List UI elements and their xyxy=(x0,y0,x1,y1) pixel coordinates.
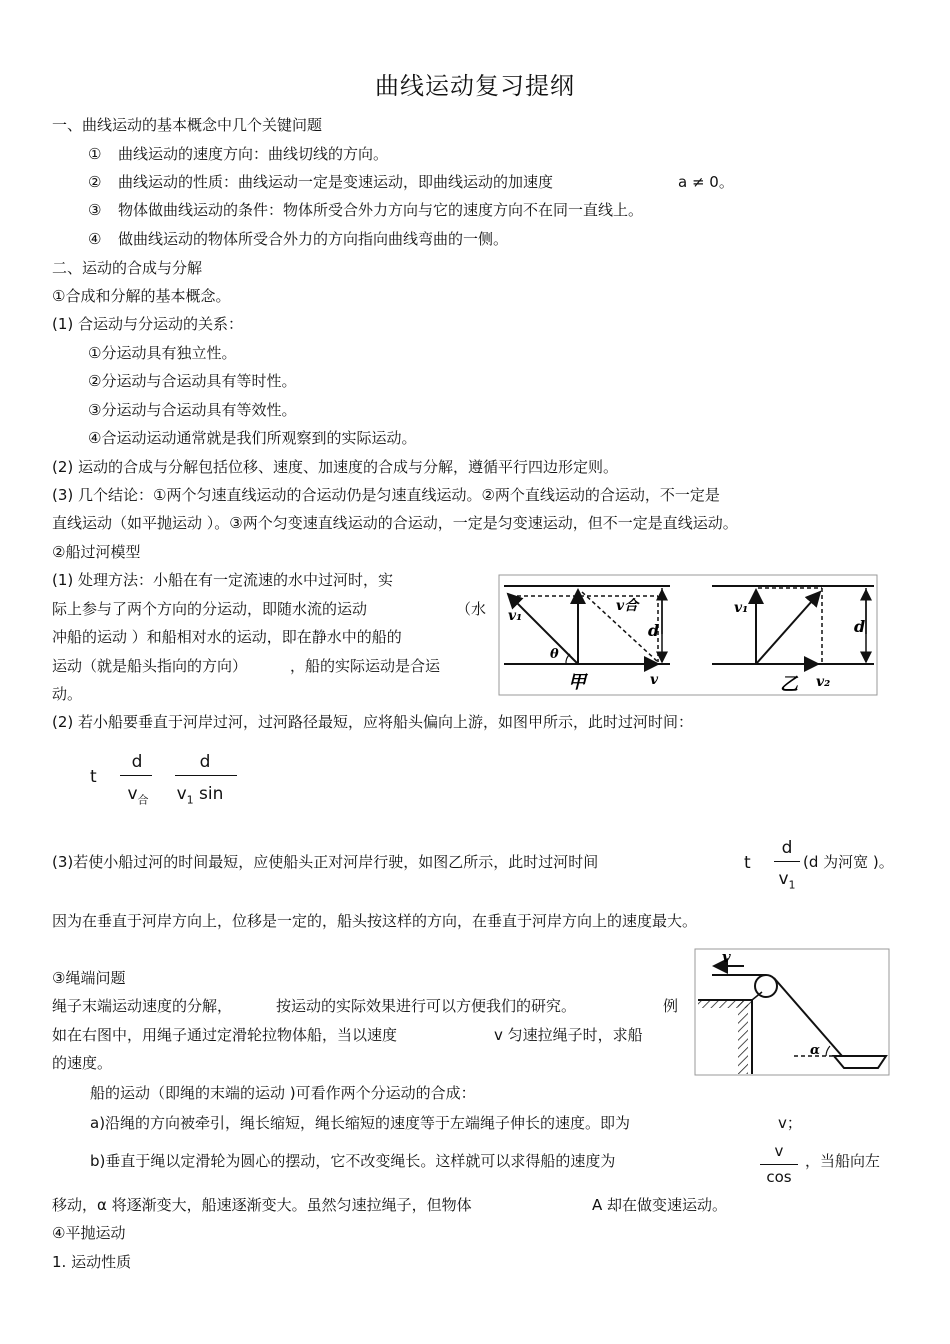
boat-crossing-figure xyxy=(498,574,878,696)
fraction-bar xyxy=(175,775,237,776)
formula-numerator: d xyxy=(131,752,143,772)
label-v2: v₂ xyxy=(816,674,831,690)
formula-t: t xyxy=(744,853,751,873)
label-v1: v₁ xyxy=(508,608,523,624)
rope-text: 按运动的实际效果进行可以方便我们的研究。 xyxy=(276,997,577,1015)
relation-item: ④合运动运动通常就是我们所观察到的实际运动。 xyxy=(88,429,417,447)
item-4-number: ④ xyxy=(88,230,102,248)
item-2-number: ② xyxy=(88,173,102,191)
boat-text: (1) 处理方法：小船在有一定流速的水中过河时，实 xyxy=(52,571,394,589)
label-d: d xyxy=(854,617,866,636)
rope-text: 船的运动（即绳的末端的运动 )可看作两个分运动的合成： xyxy=(90,1084,476,1102)
paragraph: (3) 几个结论：①两个匀速直线运动的合运动仍是匀速直线运动。②两个直线运动的合运动，不一定是 xyxy=(52,486,720,504)
rope-text: 如在右图中，用绳子通过定滑轮拉物体船，当以速度 xyxy=(52,1026,398,1044)
boat-text: 因为在垂直于河岸方向上，位移是一定的，船头按这样的方向，在垂直于河岸方向上的速度最大。 xyxy=(52,912,698,930)
item-2-text: 曲线运动的性质：曲线运动一定是变速运动，即曲线运动的加速度 xyxy=(118,173,554,191)
rope-text: b)垂直于绳以定滑轮为圆心的摆动，它不改变绳长。这样就可以求得船的速度为 xyxy=(90,1152,616,1170)
rope-heading: ③绳端问题 xyxy=(52,969,126,987)
relation-item: ①分运动具有独立性。 xyxy=(88,344,237,362)
boat-text: 动。 xyxy=(52,685,83,703)
item-2-tail: a ≠ 0。 xyxy=(678,173,734,191)
item-3-text: 物体做曲线运动的条件：物体所受合外力方向与它的速度方向不在同一直线上。 xyxy=(118,201,644,219)
paragraph: ①合成和分解的基本概念。 xyxy=(52,287,231,305)
label-v: v xyxy=(650,672,659,688)
rope-text: v； xyxy=(778,1114,802,1132)
item-3-number: ③ xyxy=(88,201,102,219)
boat-text: ，船的实际运动是合运 xyxy=(290,657,441,675)
rope-pulley-figure xyxy=(694,948,890,1076)
item-4-text: 做曲线运动的物体所受合外力的方向指向曲线弯曲的一侧。 xyxy=(118,230,509,248)
rope-text: v 匀速拉绳子时，求船 xyxy=(494,1026,643,1044)
formula-numerator: v xyxy=(774,1142,784,1160)
rope-text: ，当船向左 xyxy=(805,1152,881,1170)
fraction-bar xyxy=(774,861,800,862)
boat-text: (3)若使小船过河的时间最短，应使船头正对河岸行驶，如图乙所示，此时过河时间 xyxy=(52,853,599,871)
formula-denominator: cos xyxy=(766,1168,792,1186)
paragraph: (2) 运动的合成与分解包括位移、速度、加速度的合成与分解，遵循平行四边形定则。 xyxy=(52,458,619,476)
fraction-bar xyxy=(760,1164,798,1165)
item-1-text: 曲线运动的速度方向：曲线切线的方向。 xyxy=(118,145,389,163)
fraction-bar xyxy=(120,775,152,776)
section-1-heading: 一、曲线运动的基本概念中几个关键问题 xyxy=(52,116,323,134)
rope-text: a)沿绳的方向被牵引，绳长缩短，绳长缩短的速度等于左端绳子伸长的速度。即为 xyxy=(90,1114,631,1132)
formula-denominator: $v_1$ sin xyxy=(176,784,224,807)
section-2-heading: 二、运动的合成与分解 xyxy=(52,259,203,277)
paragraph: 1. 运动性质 xyxy=(52,1253,132,1271)
rope-text: 的速度。 xyxy=(52,1054,113,1072)
paragraph: (1) 合运动与分运动的关系： xyxy=(52,315,244,333)
label-v: v xyxy=(722,948,731,966)
label-v-resultant: v合 xyxy=(616,598,639,614)
formula-t: t xyxy=(90,767,97,787)
boat-text: (2) 若小船要垂直于河岸过河，过河路径最短，应将船头偏向上游，如图甲所示，此时过河时间： xyxy=(52,713,694,731)
formula-numerator: d xyxy=(781,838,793,858)
boat-text: 际上参与了两个方向的分运动，即随水流的运动 xyxy=(52,600,368,618)
label-theta: θ xyxy=(550,647,559,662)
formula-denominator: $v_1$ xyxy=(778,869,796,892)
boat-text: 运动（就是船头指向的方向） xyxy=(52,657,248,675)
boat-text: (d 为河宽 )。 xyxy=(803,853,894,871)
boat-text: 冲船的运动 ）和船相对水的运动，即在静水中的船的 xyxy=(52,628,402,646)
boat-heading: ②船过河模型 xyxy=(52,543,141,561)
relation-item: ②分运动与合运动具有等时性。 xyxy=(88,372,297,390)
label-v1: v₁ xyxy=(734,600,749,616)
projectile-heading: ④平抛运动 xyxy=(52,1224,126,1242)
label-yi: 乙 xyxy=(780,674,798,695)
boat-text: （水 xyxy=(456,600,487,618)
relation-item: ③分运动与合运动具有等效性。 xyxy=(88,401,297,419)
rope-text: 移动，α 将逐渐变大，船速逐渐变大。虽然匀速拉绳子，但物体 xyxy=(52,1196,472,1214)
paragraph: 直线运动（如平抛运动 ）。③两个匀变速直线运动的合运动，一定是匀变速运动，但不一定是直线运动。 xyxy=(52,514,738,532)
label-jia: 甲 xyxy=(568,672,586,693)
rope-text: 绳子末端运动速度的分解， xyxy=(52,997,233,1015)
rope-text: 例 xyxy=(663,997,679,1015)
item-1-number: ① xyxy=(88,145,102,163)
rope-text: A 却在做变速运动。 xyxy=(592,1196,728,1214)
page-title: 曲线运动复习提纲 xyxy=(375,72,575,100)
label-alpha: α xyxy=(810,1043,821,1058)
formula-denominator: $v_合$ xyxy=(127,784,149,807)
formula-numerator: d xyxy=(199,752,211,772)
label-d: d xyxy=(648,621,660,640)
